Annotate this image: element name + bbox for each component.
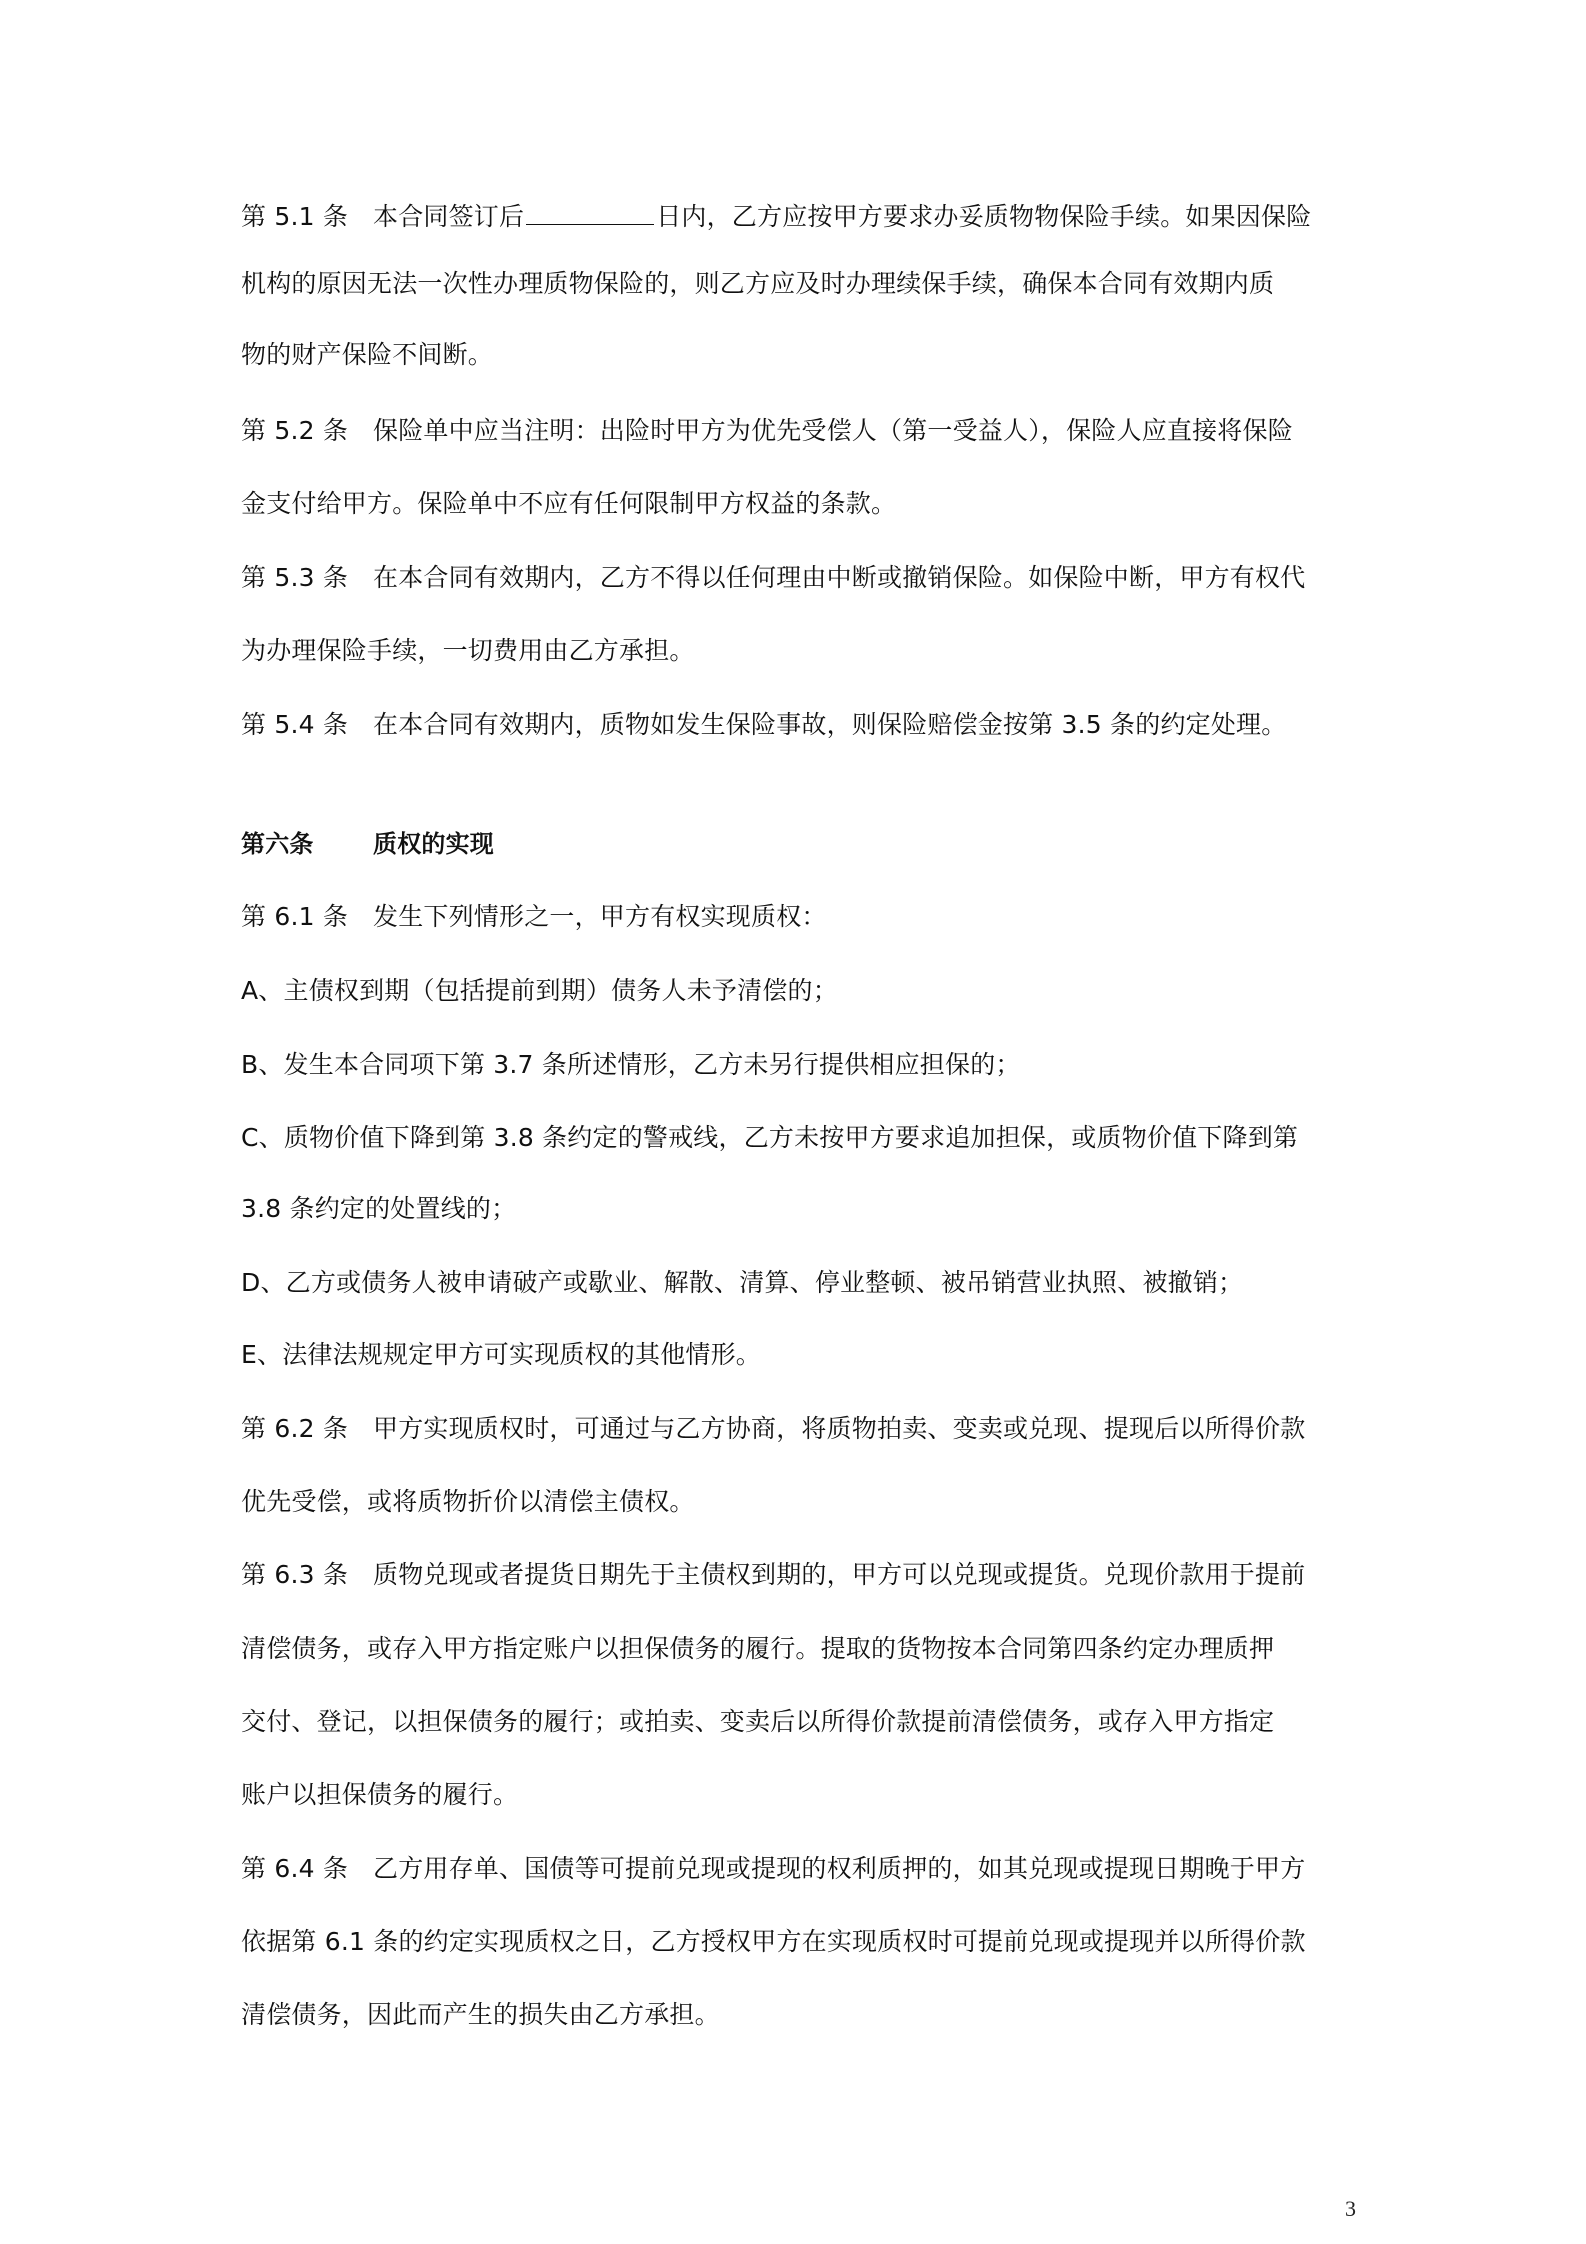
page-number: 3 [1345,2196,1356,2221]
list-item-c-line-2: 3.8 条约定的处置线的； [241,1194,517,1223]
list-item-a: A、主债权到期（包括提前到期）债务人未予清偿的； [241,976,838,1005]
clause-text: 在本合同有效期内，质物如发生保险事故，则保险赔偿金按第 3.5 条的约定处理。 [373,710,1287,739]
clause-5-1-line-3: 物的财产保险不间断。 [241,340,494,369]
clause-number: 第 5.1 条 [241,202,349,231]
clause-number: 第 5.4 条 [241,710,349,739]
clause-6-3-line-1 [241,1558,1305,1592]
clause-text: 质物兑现或者提货日期先于主债权到期的，甲方可以兑现或提货。兑现价款用于提前 [373,1560,1306,1589]
clause-text: 在本合同有效期内，乙方不得以任何理由中断或撤销保险。如保险中断，甲方有权代 [373,563,1306,592]
clause-5-4-line-1 [241,708,1286,742]
clause-text: 日内，乙方应按甲方要求办妥质物物保险手续。如果因保险 [656,202,1312,231]
clause-6-3-line-4: 账户以担保债务的履行。 [241,1780,519,1809]
clause-5-2-line-2: 金支付给甲方。保险单中不应有任何限制甲方权益的条款。 [241,489,897,518]
clause-text: 乙方用存单、国债等可提前兑现或提现的权利质押的，如其兑现或提现日期晚于甲方 [373,1854,1306,1883]
clause-number: 第 6.2 条 [241,1414,349,1443]
clause-6-3-line-2: 清偿债务，或存入甲方指定账户以担保债务的履行。提取的货物按本合同第四条约定办理质押 [241,1634,1275,1663]
clause-6-4-line-2: 依据第 6.1 条的约定实现质权之日，乙方授权甲方在实现质权时可提前兑现或提现并以所得价款 [241,1927,1306,1956]
list-item-e: E、法律法规规定甲方可实现质权的其他情形。 [241,1340,761,1369]
clause-5-3-line-1 [241,561,1305,595]
article-6-heading [241,827,494,861]
clause-number: 第 6.4 条 [241,1854,349,1883]
clause-6-4-line-3: 清偿债务，因此而产生的损失由乙方承担。 [241,2000,720,2029]
clause-5-1-line-1 [241,200,1311,234]
clause-5-2-line-1 [241,414,1293,448]
clause-text: 甲方实现质权时，可通过与乙方协商，将质物拍卖、变卖或兑现、提现后以所得价款 [373,1414,1306,1443]
clause-6-3-line-3: 交付、登记，以担保债务的履行；或拍卖、变卖后以所得价款提前清偿债务，或存入甲方指定 [241,1707,1275,1736]
clause-number: 第 5.3 条 [241,563,349,592]
clause-6-1-line-1 [241,900,827,934]
clause-5-1-line-2: 机构的原因无法一次性办理质物保险的，则乙方应及时办理续保手续，确保本合同有效期内质 [241,269,1275,298]
clause-number: 第 6.1 条 [241,902,349,931]
clause-text: 发生下列情形之一，甲方有权实现质权： [373,902,827,931]
clause-text: 保险单中应当注明：出险时甲方为优先受偿人（第一受益人），保险人应直接将保险 [373,416,1293,445]
clause-5-3-line-2: 为办理保险手续，一切费用由乙方承担。 [241,636,695,665]
clause-text: 本合同签订后 [373,202,525,231]
article-title: 质权的实现 [373,830,494,858]
fill-in-blank [526,200,654,225]
clause-6-2-line-1 [241,1412,1305,1446]
list-item-d: D、乙方或债务人被申请破产或歇业、解散、清算、停业整顿、被吊销营业执照、被撤销； [241,1268,1244,1297]
list-item-c-line-1: C、质物价值下降到第 3.8 条约定的警戒线，乙方未按甲方要求追加担保，或质物价值下降到第 [241,1123,1299,1152]
clause-number: 第 6.3 条 [241,1560,349,1589]
clause-number: 第 5.2 条 [241,416,349,445]
clause-6-2-line-2: 优先受偿，或将质物折价以清偿主债权。 [241,1487,695,1516]
clause-6-4-line-1 [241,1852,1305,1886]
article-number: 第六条 [241,830,314,858]
list-item-b: B、发生本合同项下第 3.7 条所述情形，乙方未另行提供相应担保的； [241,1050,1021,1079]
